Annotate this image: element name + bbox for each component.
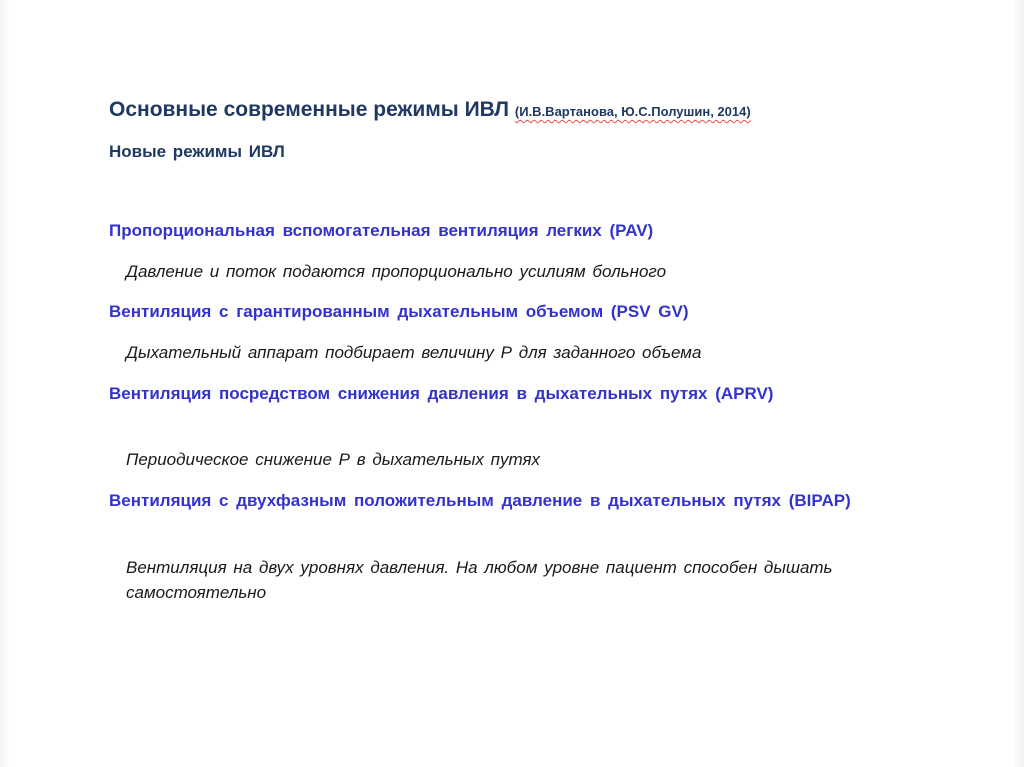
slide-title bbox=[109, 98, 751, 122]
mode-name-pav: Пропорциональная вспомогательная вентиляция легких (PAV) bbox=[109, 221, 654, 240]
mode-description-pav: Давление и поток подаются пропорционально усилиям больного bbox=[126, 262, 667, 281]
mode-name-psv-gv: Вентиляция с гарантированным дыхательным объемом (PSV GV) bbox=[109, 302, 689, 321]
mode-name-bipap: Вентиляция с двухфазным положительным давление в дыхательных путях (BIPAP) bbox=[109, 491, 851, 510]
mode-description-bipap: Вентиляция на двух уровнях давления. На любом уровне пациент способен дышать самостоятельно bbox=[126, 558, 833, 602]
slide-edge-shadow-right bbox=[1012, 0, 1024, 767]
slide-subtitle: Новые режимы ИВЛ bbox=[109, 142, 285, 161]
mode-description-psv-gv: Дыхательный аппарат подбирает величину Р для заданного объема bbox=[126, 343, 702, 362]
slide-title-text: Основные современные режимы ИВЛ bbox=[109, 98, 510, 121]
mode-description-aprv: Периодическое снижение Р в дыхательных путях bbox=[126, 450, 541, 469]
slide-title-citation: (И.В.Вартанова, Ю.С.Полушин, 2014) bbox=[514, 104, 751, 119]
slide-edge-shadow-left bbox=[0, 0, 10, 767]
mode-name-aprv: Вентиляция посредством снижения давления в дыхательных путях (APRV) bbox=[109, 384, 774, 403]
